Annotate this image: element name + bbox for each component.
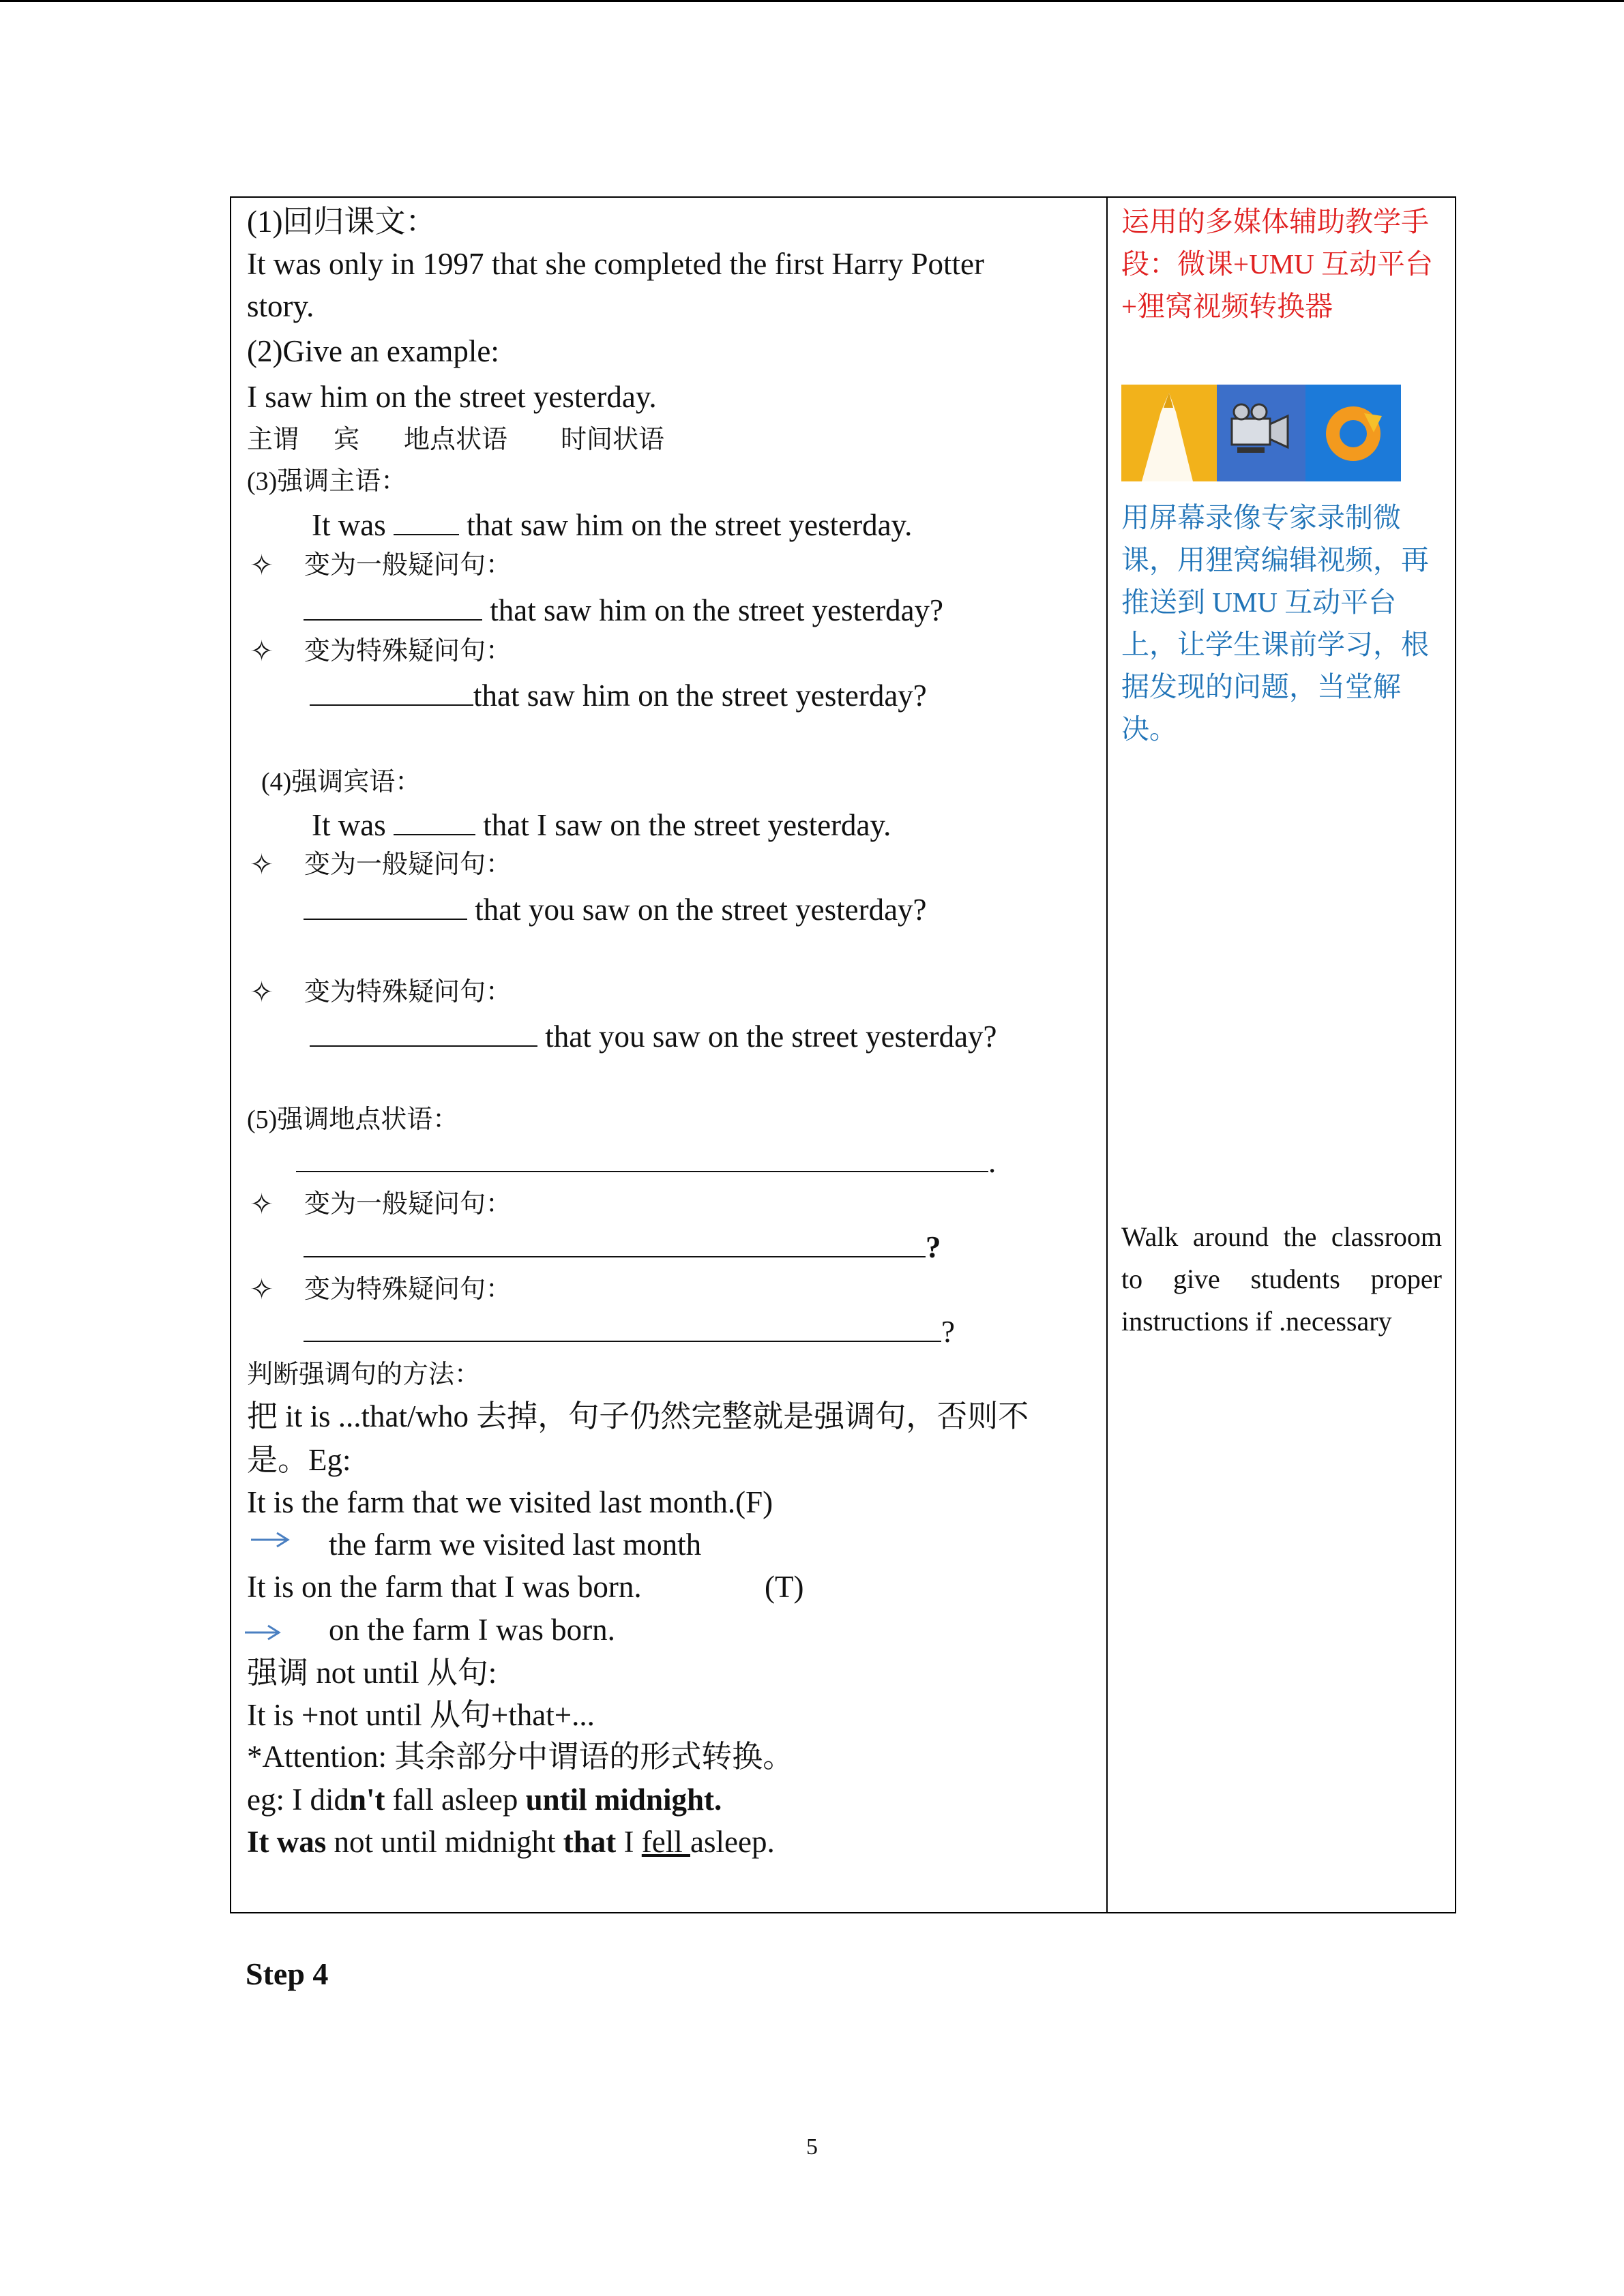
lesson-content-cell xyxy=(231,197,1107,1913)
exercise-line: that saw him on the street yesterday? xyxy=(304,591,943,630)
text-line: story. xyxy=(247,289,314,323)
answer-blank[interactable] xyxy=(304,891,467,920)
answer-blank[interactable] xyxy=(310,677,473,706)
step-heading: Step 4 xyxy=(246,1956,329,1991)
method-text: 是。Eg: xyxy=(247,1443,351,1477)
part-label: 主谓 xyxy=(247,426,299,454)
answer-blank[interactable] xyxy=(304,592,482,621)
software-icons xyxy=(1121,385,1401,481)
exercise-line: that you saw on the street yesterday? xyxy=(310,1017,997,1056)
arrow-right-icon xyxy=(250,1532,291,1548)
diamond-bullet-icon: ✧ xyxy=(250,1272,274,1306)
example-sentence: It is the farm that we visited last month.(F) xyxy=(247,1485,773,1519)
section-1-heading: (1)回归课文： xyxy=(247,205,437,239)
question-type-label: 变为特殊疑问句： xyxy=(304,978,512,1007)
lesson-table xyxy=(230,196,1456,1913)
question-type-label: 变为一般疑问句： xyxy=(304,551,512,580)
attention-line: *Attention: 其余部分中谓语的形式转换。 xyxy=(247,1740,794,1774)
answer-blank[interactable] xyxy=(310,1018,537,1047)
diamond-bullet-icon: ✧ xyxy=(250,848,274,881)
answer-blank[interactable] xyxy=(296,1144,988,1172)
exercise-line: It was that saw him on the street yesterday. xyxy=(312,508,913,542)
giraffe-logo-icon xyxy=(1121,385,1217,481)
exercise-line: ? xyxy=(304,1312,955,1352)
section-2-heading: (2)Give an example: xyxy=(247,334,499,368)
diamond-bullet-icon: ✧ xyxy=(250,1187,274,1221)
diamond-bullet-icon: ✧ xyxy=(250,548,274,582)
exercise-line: . xyxy=(296,1142,996,1182)
part-label: 时间状语 xyxy=(561,426,665,454)
example-sentence: on the farm I was born. xyxy=(329,1613,615,1647)
recording-note: 用屏幕录像专家录制微课，用狸窝编辑视频，再推送到 UMU 互动平台上，让学生课前学习，根据发现的问题，当堂解决。 xyxy=(1121,502,1429,745)
teaching-notes-cell xyxy=(1107,197,1456,1913)
question-type-label: 变为一般疑问句： xyxy=(304,850,512,879)
question-type-label: 变为特殊疑问句： xyxy=(304,1275,512,1304)
example-sentence: the farm we visited last month xyxy=(329,1527,702,1562)
part-label: 地点状语 xyxy=(404,426,508,454)
part-label: 宾 xyxy=(334,426,360,454)
exercise-line: It was that I saw on the street yesterday. xyxy=(312,808,891,842)
answer-blank[interactable] xyxy=(394,807,475,835)
video-converter-icon xyxy=(1305,385,1401,481)
page-number: 5 xyxy=(806,2134,818,2160)
example-sentence: I saw him on the street yesterday. xyxy=(247,380,657,414)
method-text: 把 it is ...that/who 去掉，句子仍然完整就是强调句，否则不 xyxy=(247,1399,1029,1433)
screen-recorder-icon xyxy=(1217,385,1305,481)
classroom-note: Walk around the classroom to give students proper instructions if .necessary xyxy=(1121,1221,1442,1337)
true-mark: (T) xyxy=(765,1570,804,1604)
exercise-line: that saw him on the street yesterday? xyxy=(310,676,927,715)
multimedia-note: 运用的多媒体辅助教学手段：微课+UMU 互动平台+狸窝视频转换器 xyxy=(1121,206,1434,322)
exercise-line: ? xyxy=(304,1227,941,1267)
exercise-line: that you saw on the street yesterday? xyxy=(304,890,927,929)
top-border xyxy=(0,0,1624,2)
diamond-bullet-icon: ✧ xyxy=(250,634,274,668)
arrow-right-icon xyxy=(243,1624,284,1641)
example-sentence: eg: I didn't fall asleep until midnight. xyxy=(247,1783,722,1817)
answer-blank[interactable] xyxy=(304,1229,926,1257)
question-type-label: 变为特殊疑问句： xyxy=(304,637,512,666)
formula-line: It is +not until 从句+that+... xyxy=(247,1698,595,1732)
example-sentence: It is on the farm that I was born. xyxy=(247,1570,642,1604)
not-until-heading: 强调 not until 从句: xyxy=(247,1656,497,1690)
section-4-heading: (4)强调宾语： xyxy=(261,768,422,796)
answer-blank[interactable] xyxy=(394,507,459,535)
example-sentence: It was not until midnight that I fell asleep. xyxy=(247,1825,775,1859)
answer-blank[interactable] xyxy=(304,1313,941,1342)
diamond-bullet-icon: ✧ xyxy=(250,975,274,1009)
method-heading: 判断强调句的方法： xyxy=(247,1360,481,1389)
section-5-heading: (5)强调地点状语： xyxy=(247,1105,459,1134)
question-type-label: 变为一般疑问句： xyxy=(304,1190,512,1219)
section-3-heading: (3)强调主语： xyxy=(247,467,407,496)
text-line: It was only in 1997 that she completed the first Harry Potter xyxy=(247,247,985,281)
